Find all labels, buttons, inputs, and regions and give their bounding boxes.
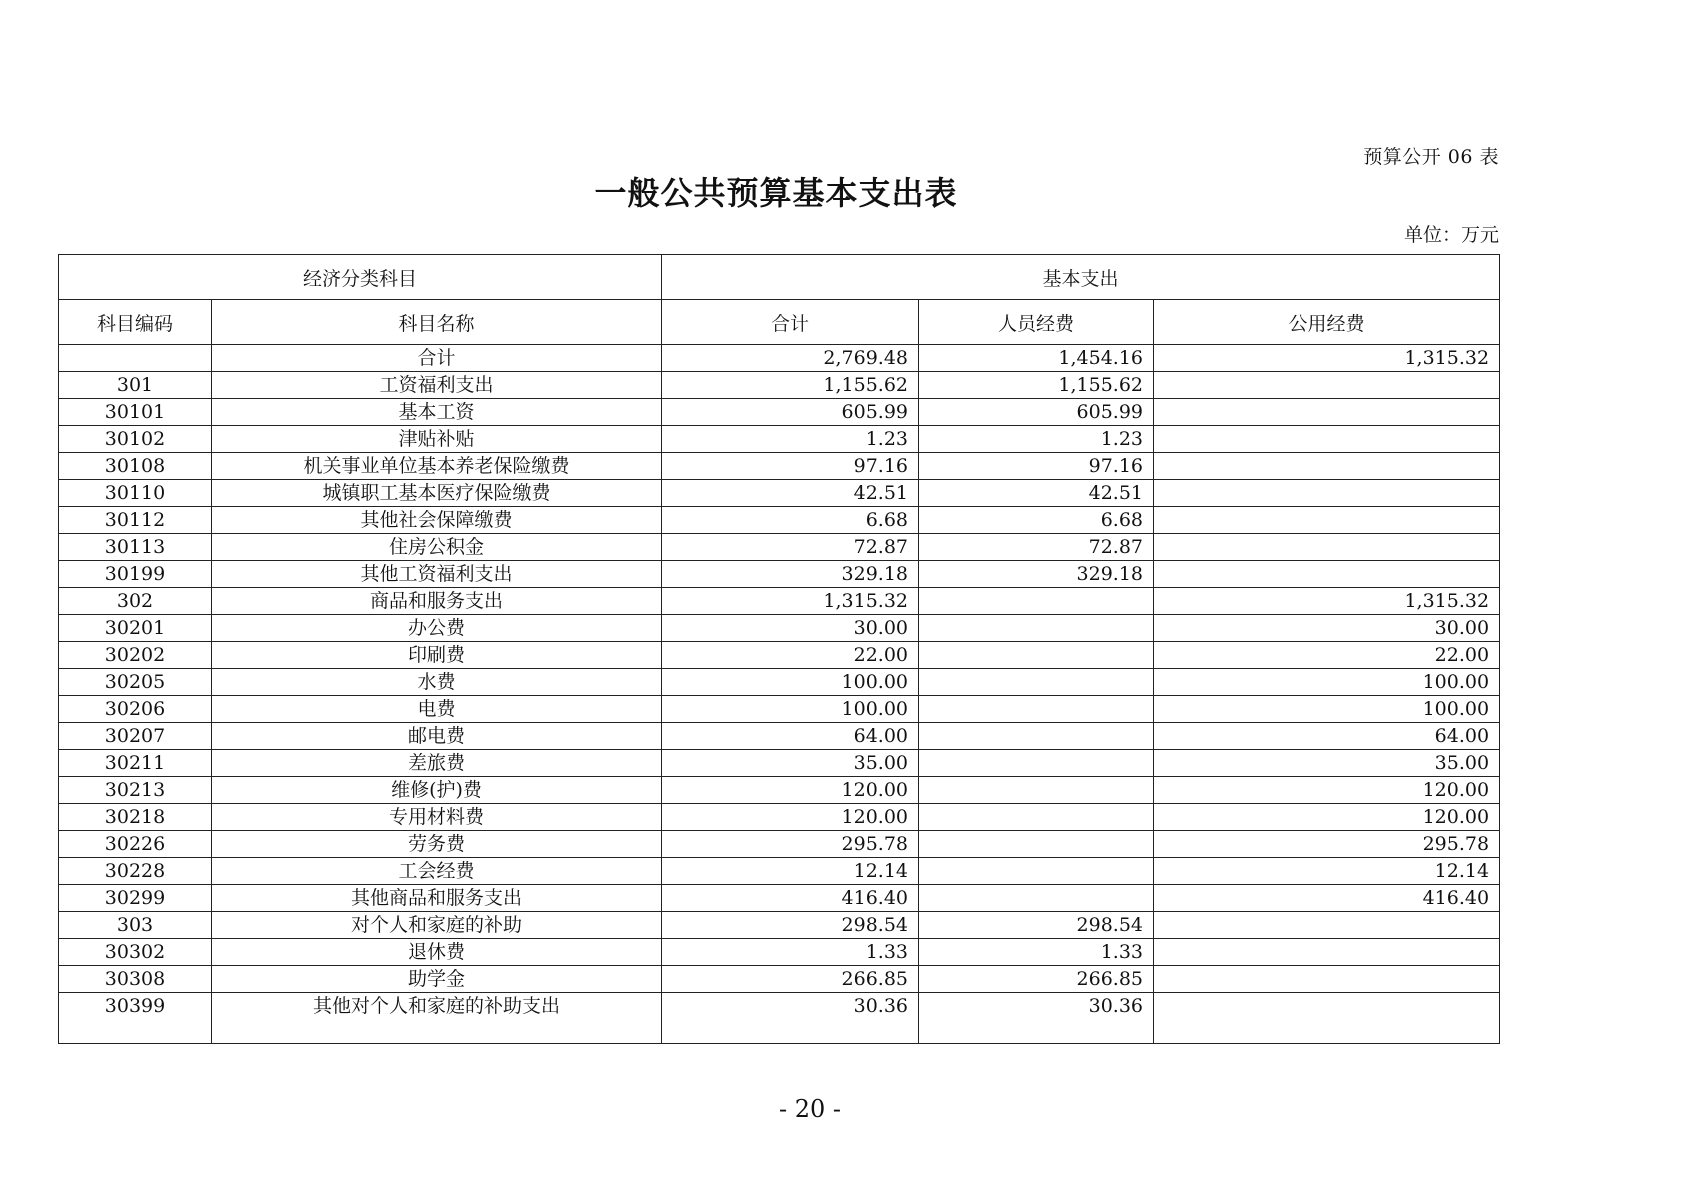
cell-name: 退休费: [212, 939, 662, 966]
cell-public: [1154, 507, 1500, 534]
cell-personnel: 1.33: [919, 939, 1154, 966]
cell-total: 298.54: [662, 912, 919, 939]
cell-name: 住房公积金: [212, 534, 662, 561]
cell-name: 其他社会保障缴费: [212, 507, 662, 534]
cell-public: [1154, 534, 1500, 561]
doc-code-label: 预算公开 06 表: [1363, 146, 1499, 168]
table-row: [59, 534, 1500, 561]
table-row: [59, 966, 1500, 993]
cell-public: [1154, 426, 1500, 453]
cell-personnel: [919, 858, 1154, 885]
cell-personnel: [919, 885, 1154, 912]
table-row: [59, 858, 1500, 885]
cell-total: 605.99: [662, 399, 919, 426]
cell-public: 12.14: [1154, 858, 1500, 885]
cell-personnel: [919, 615, 1154, 642]
cell-personnel: 1.23: [919, 426, 1154, 453]
cell-total: 295.78: [662, 831, 919, 858]
cell-total: 22.00: [662, 642, 919, 669]
cell-code: 301: [59, 372, 212, 399]
table-row: [59, 588, 1500, 615]
cell-total: 64.00: [662, 723, 919, 750]
column-header-public: 公用经费: [1154, 300, 1500, 345]
cell-personnel: [919, 669, 1154, 696]
cell-code: 30108: [59, 453, 212, 480]
cell-total: 120.00: [662, 777, 919, 804]
cell-personnel: 266.85: [919, 966, 1154, 993]
cell-total: 1,315.32: [662, 588, 919, 615]
cell-personnel: 42.51: [919, 480, 1154, 507]
cell-name: 邮电费: [212, 723, 662, 750]
column-header-code: 科目编码: [59, 300, 212, 345]
cell-public: [1154, 993, 1500, 1044]
cell-name: 差旅费: [212, 750, 662, 777]
cell-name: 劳务费: [212, 831, 662, 858]
cell-code: 30101: [59, 399, 212, 426]
cell-personnel: 6.68: [919, 507, 1154, 534]
table-row: [59, 399, 1500, 426]
cell-code: 30201: [59, 615, 212, 642]
cell-code: 30299: [59, 885, 212, 912]
cell-personnel: 1,454.16: [919, 345, 1154, 372]
table-row: [59, 507, 1500, 534]
table-row: [59, 669, 1500, 696]
cell-name: 对个人和家庭的补助: [212, 912, 662, 939]
cell-personnel: 72.87: [919, 534, 1154, 561]
cell-code: [59, 345, 212, 372]
page-number: - 20 -: [778, 1095, 841, 1123]
cell-total: 120.00: [662, 804, 919, 831]
cell-public: [1154, 939, 1500, 966]
cell-total: 1.23: [662, 426, 919, 453]
cell-personnel: 97.16: [919, 453, 1154, 480]
unit-label: 单位：万元: [1403, 224, 1499, 246]
table-row: [59, 777, 1500, 804]
cell-public: 100.00: [1154, 669, 1500, 696]
cell-personnel: 1,155.62: [919, 372, 1154, 399]
cell-public: 100.00: [1154, 696, 1500, 723]
cell-name: 电费: [212, 696, 662, 723]
table-row: [59, 723, 1500, 750]
cell-public: 120.00: [1154, 777, 1500, 804]
cell-total: 30.36: [662, 993, 919, 1044]
cell-personnel: 329.18: [919, 561, 1154, 588]
cell-name: 津贴补贴: [212, 426, 662, 453]
group-header-econ-class: 经济分类科目: [59, 255, 662, 300]
cell-public: [1154, 561, 1500, 588]
cell-total: 42.51: [662, 480, 919, 507]
table-row: [59, 615, 1500, 642]
cell-personnel: [919, 750, 1154, 777]
cell-total: 1,155.62: [662, 372, 919, 399]
table-row: [59, 453, 1500, 480]
cell-name: 城镇职工基本医疗保险缴费: [212, 480, 662, 507]
cell-public: [1154, 966, 1500, 993]
cell-personnel: [919, 804, 1154, 831]
cell-code: 30202: [59, 642, 212, 669]
cell-public: 120.00: [1154, 804, 1500, 831]
column-header-total: 合计: [662, 300, 919, 345]
cell-public: [1154, 453, 1500, 480]
table-row: [59, 912, 1500, 939]
cell-total: 2,769.48: [662, 345, 919, 372]
table-row: [59, 750, 1500, 777]
cell-personnel: [919, 642, 1154, 669]
cell-code: 30102: [59, 426, 212, 453]
cell-total: 1.33: [662, 939, 919, 966]
cell-personnel: [919, 696, 1154, 723]
cell-name: 水费: [212, 669, 662, 696]
cell-name: 其他对个人和家庭的补助支出: [212, 993, 662, 1044]
cell-code: 30110: [59, 480, 212, 507]
cell-public: 35.00: [1154, 750, 1500, 777]
column-header-name: 科目名称: [212, 300, 662, 345]
table-row: [59, 696, 1500, 723]
table-body: [59, 345, 1500, 1044]
cell-name: 机关事业单位基本养老保险缴费: [212, 453, 662, 480]
cell-code: 30213: [59, 777, 212, 804]
cell-name: 印刷费: [212, 642, 662, 669]
cell-total: 72.87: [662, 534, 919, 561]
cell-name: 维修(护)费: [212, 777, 662, 804]
table-row: [59, 885, 1500, 912]
cell-personnel: 298.54: [919, 912, 1154, 939]
cell-total: 416.40: [662, 885, 919, 912]
cell-name: 专用材料费: [212, 804, 662, 831]
cell-public: [1154, 372, 1500, 399]
cell-public: [1154, 399, 1500, 426]
group-header-basic-expenditure: 基本支出: [662, 255, 1500, 300]
column-header-row: [59, 300, 1500, 345]
cell-code: 30302: [59, 939, 212, 966]
cell-code: 30199: [59, 561, 212, 588]
column-header-personnel: 人员经费: [919, 300, 1154, 345]
table-row: [59, 939, 1500, 966]
cell-personnel: [919, 831, 1154, 858]
cell-total: 6.68: [662, 507, 919, 534]
cell-public: 416.40: [1154, 885, 1500, 912]
cell-code: 30211: [59, 750, 212, 777]
cell-code: 30113: [59, 534, 212, 561]
cell-name: 基本工资: [212, 399, 662, 426]
table-row: [59, 804, 1500, 831]
group-header-row: [59, 255, 1500, 300]
cell-public: 295.78: [1154, 831, 1500, 858]
cell-total: 100.00: [662, 669, 919, 696]
table-header: [59, 255, 1500, 345]
table-row: [59, 426, 1500, 453]
table-row: [59, 561, 1500, 588]
cell-public: [1154, 480, 1500, 507]
cell-public: 1,315.32: [1154, 345, 1500, 372]
cell-code: 30308: [59, 966, 212, 993]
cell-code: 30206: [59, 696, 212, 723]
cell-total: 30.00: [662, 615, 919, 642]
cell-name: 工资福利支出: [212, 372, 662, 399]
cell-code: 30226: [59, 831, 212, 858]
cell-personnel: 605.99: [919, 399, 1154, 426]
cell-total: 329.18: [662, 561, 919, 588]
cell-code: 30228: [59, 858, 212, 885]
cell-name: 助学金: [212, 966, 662, 993]
cell-public: 22.00: [1154, 642, 1500, 669]
table-row: [59, 480, 1500, 507]
cell-public: 30.00: [1154, 615, 1500, 642]
cell-code: 30399: [59, 993, 212, 1044]
cell-total: 266.85: [662, 966, 919, 993]
cell-total: 35.00: [662, 750, 919, 777]
cell-code: 30207: [59, 723, 212, 750]
cell-name: 其他工资福利支出: [212, 561, 662, 588]
cell-public: 64.00: [1154, 723, 1500, 750]
cell-name: 其他商品和服务支出: [212, 885, 662, 912]
cell-personnel: [919, 723, 1154, 750]
cell-personnel: 30.36: [919, 993, 1154, 1044]
table-row: [59, 831, 1500, 858]
cell-name: 商品和服务支出: [212, 588, 662, 615]
table-row: [59, 345, 1500, 372]
cell-name: 办公费: [212, 615, 662, 642]
cell-total: 97.16: [662, 453, 919, 480]
cell-personnel: [919, 777, 1154, 804]
table-row: [59, 993, 1500, 1044]
table-row: [59, 372, 1500, 399]
cell-code: 302: [59, 588, 212, 615]
cell-personnel: [919, 588, 1154, 615]
page-title: 一般公共预算基本支出表: [594, 174, 958, 212]
cell-code: 30205: [59, 669, 212, 696]
cell-name: 合计: [212, 345, 662, 372]
budget-table: [58, 254, 1500, 1044]
cell-code: 30112: [59, 507, 212, 534]
cell-public: [1154, 912, 1500, 939]
cell-total: 100.00: [662, 696, 919, 723]
cell-total: 12.14: [662, 858, 919, 885]
cell-code: 303: [59, 912, 212, 939]
cell-code: 30218: [59, 804, 212, 831]
cell-name: 工会经费: [212, 858, 662, 885]
cell-public: 1,315.32: [1154, 588, 1500, 615]
table-row: [59, 642, 1500, 669]
